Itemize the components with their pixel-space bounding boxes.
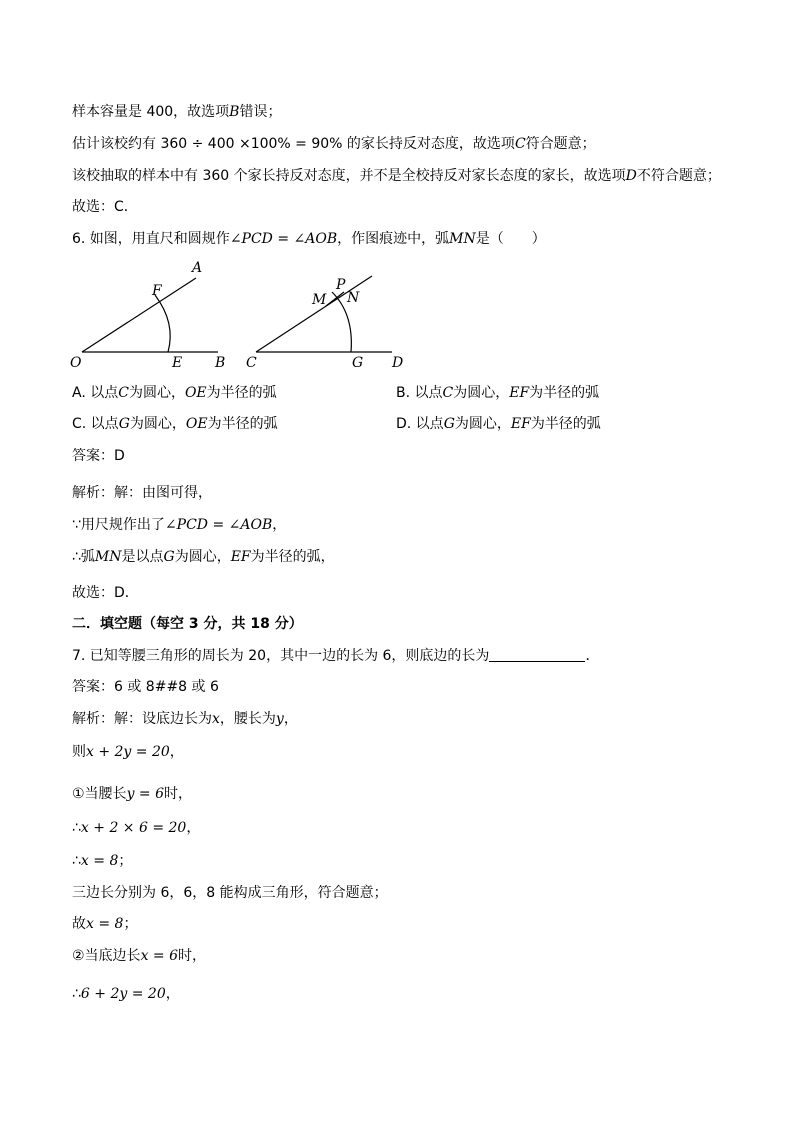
option-d — [396, 414, 601, 434]
solution-6-line-2 — [72, 515, 286, 535]
text: 为半径的弧 — [207, 416, 278, 432]
label-o: O — [70, 355, 82, 371]
question-7 — [72, 646, 599, 666]
text: ，作图痕迹中，弧 — [337, 231, 450, 247]
option-b — [396, 383, 599, 403]
solution-6-line-3 — [72, 547, 335, 567]
solution-7-line-6: 三边长分别为 6，6，8 能构成三角形，符合题意； — [72, 885, 388, 901]
solution-line-1 — [72, 102, 281, 122]
math-var: C — [442, 385, 454, 401]
text: 不符合题意； — [636, 168, 721, 184]
text: 时， — [164, 786, 193, 802]
section-heading: 二．填空题（每空 3 分，共 18 分） — [72, 616, 303, 632]
text: ②当底边长 — [72, 948, 141, 964]
text: 为半径的弧 — [529, 385, 600, 401]
math-expr: x + 2y = 20 — [86, 744, 170, 760]
solution-7-line-9 — [72, 984, 180, 1004]
text: 为半径的弧 — [530, 416, 601, 432]
text: 为半径的弧， — [250, 549, 335, 565]
math-expr: x = 8 — [80, 853, 119, 869]
text: ∴ — [72, 986, 81, 1002]
text: D. 以点 — [396, 416, 444, 432]
text: 解析：解：设底边长为 — [72, 711, 212, 727]
option-c — [72, 414, 278, 434]
math-expr: x = 6 — [140, 948, 178, 964]
math-var: EF — [230, 549, 251, 565]
solution-7-line-2 — [72, 742, 184, 762]
text: ①当腰长 — [72, 786, 127, 802]
text: 为圆心， — [454, 416, 511, 432]
text: ， — [186, 820, 201, 836]
text: ，腰长为 — [219, 711, 276, 727]
math-var: G — [443, 416, 455, 432]
label-d: D — [392, 355, 404, 371]
text: ∵用尺规作出了 — [72, 517, 165, 533]
text: ， — [283, 711, 298, 727]
text: C. 以点 — [72, 416, 119, 432]
math-expr: ∠PCD = ∠AOB — [229, 231, 338, 247]
solution-7-line-7 — [72, 914, 137, 934]
text: ； — [123, 916, 138, 932]
label-f: F — [152, 283, 162, 299]
math-expr: x + 2 × 6 = 20 — [80, 820, 187, 836]
solution-line-3 — [72, 166, 721, 186]
text: 为圆心， — [453, 385, 510, 401]
label-m: M — [312, 292, 327, 308]
math-var: C — [514, 136, 526, 152]
math-var: C — [118, 385, 129, 401]
ray-oa — [82, 278, 196, 352]
text: 为圆心， — [174, 549, 231, 565]
text: 为半径的弧 — [206, 385, 277, 401]
math-var: y — [275, 711, 284, 727]
math-var: B — [229, 104, 240, 120]
question-6 — [72, 229, 546, 249]
solution-7-line-3 — [72, 784, 192, 804]
text: 故 — [72, 916, 86, 932]
answer-6: 答案：D — [72, 448, 125, 464]
option-a — [72, 383, 277, 403]
figure-angle-pcd — [240, 262, 420, 376]
text: ； — [118, 853, 133, 869]
math-var: G — [118, 416, 130, 432]
math-expr: y = 6 — [126, 786, 165, 802]
text: 估计该校约有 360 ÷ 400 ×100% = 90% 的家长持反对态度，故选项 — [72, 136, 515, 152]
math-var: OE — [185, 416, 208, 432]
text: B. 以点 — [396, 385, 443, 401]
solution-7-line-1 — [72, 709, 298, 729]
math-expr: ∠PCD = ∠AOB — [164, 517, 273, 533]
label-g: G — [352, 355, 364, 371]
solution-7-line-8 — [72, 946, 206, 966]
text: A. 以点 — [72, 385, 119, 401]
label-b: B — [215, 355, 226, 371]
figure-angle-aob — [60, 255, 240, 375]
text: 是（ ） — [475, 231, 546, 247]
math-var: x — [212, 711, 220, 727]
label-n: N — [347, 290, 360, 306]
solution-line-2 — [72, 134, 596, 154]
solution-7-line-5 — [72, 851, 132, 871]
text: ∴ — [72, 853, 81, 869]
label-c: C — [246, 355, 257, 371]
text: 6. 如图，用直尺和圆规作 — [72, 231, 230, 247]
math-var: MN — [94, 549, 122, 565]
text: 7. 已知等腰三角形的周长为 20，其中一边的长为 6，则底边的长为 — [72, 648, 490, 664]
math-expr: 6 + 2y = 20 — [80, 986, 166, 1002]
solution-7-line-4 — [72, 818, 200, 838]
math-var: EF — [510, 416, 531, 432]
text: ∴弧 — [72, 549, 95, 565]
answer-7: 答案：6 或 8##8 或 6 — [72, 679, 219, 695]
label-e: E — [172, 355, 183, 371]
label-a: A — [192, 260, 203, 276]
text: 时， — [178, 948, 206, 964]
math-expr: x = 8 — [86, 916, 124, 932]
text: 错误； — [239, 104, 282, 120]
text: 样本容量是 400，故选项 — [72, 104, 230, 120]
text: 该校抽取的样本中有 360 个家长持反对态度，并不是全校持反对家长态度的家长，故选项 — [72, 168, 626, 184]
text: ， — [272, 517, 287, 533]
text: 则 — [72, 744, 86, 760]
solution-answer-line: 故选：C． — [72, 199, 138, 215]
answer-blank — [489, 647, 585, 662]
text: 符合题意； — [525, 136, 596, 152]
solution-6-line-1: 解析：解：由图可得， — [72, 485, 212, 501]
text: ． — [585, 648, 600, 664]
text: 为圆心， — [129, 416, 186, 432]
label-p: P — [336, 277, 346, 293]
math-var: OE — [184, 385, 207, 401]
math-var: MN — [449, 231, 476, 247]
text: 为圆心， — [128, 385, 185, 401]
math-var: G — [163, 549, 175, 565]
text: ∴ — [72, 820, 81, 836]
solution-6-line-4: 故选：D． — [72, 585, 139, 601]
math-var: D — [625, 168, 637, 184]
text: 是以点 — [121, 549, 164, 565]
text: ， — [165, 986, 180, 1002]
math-var: EF — [509, 385, 530, 401]
ray-cp — [256, 276, 372, 352]
text: ， — [169, 744, 184, 760]
